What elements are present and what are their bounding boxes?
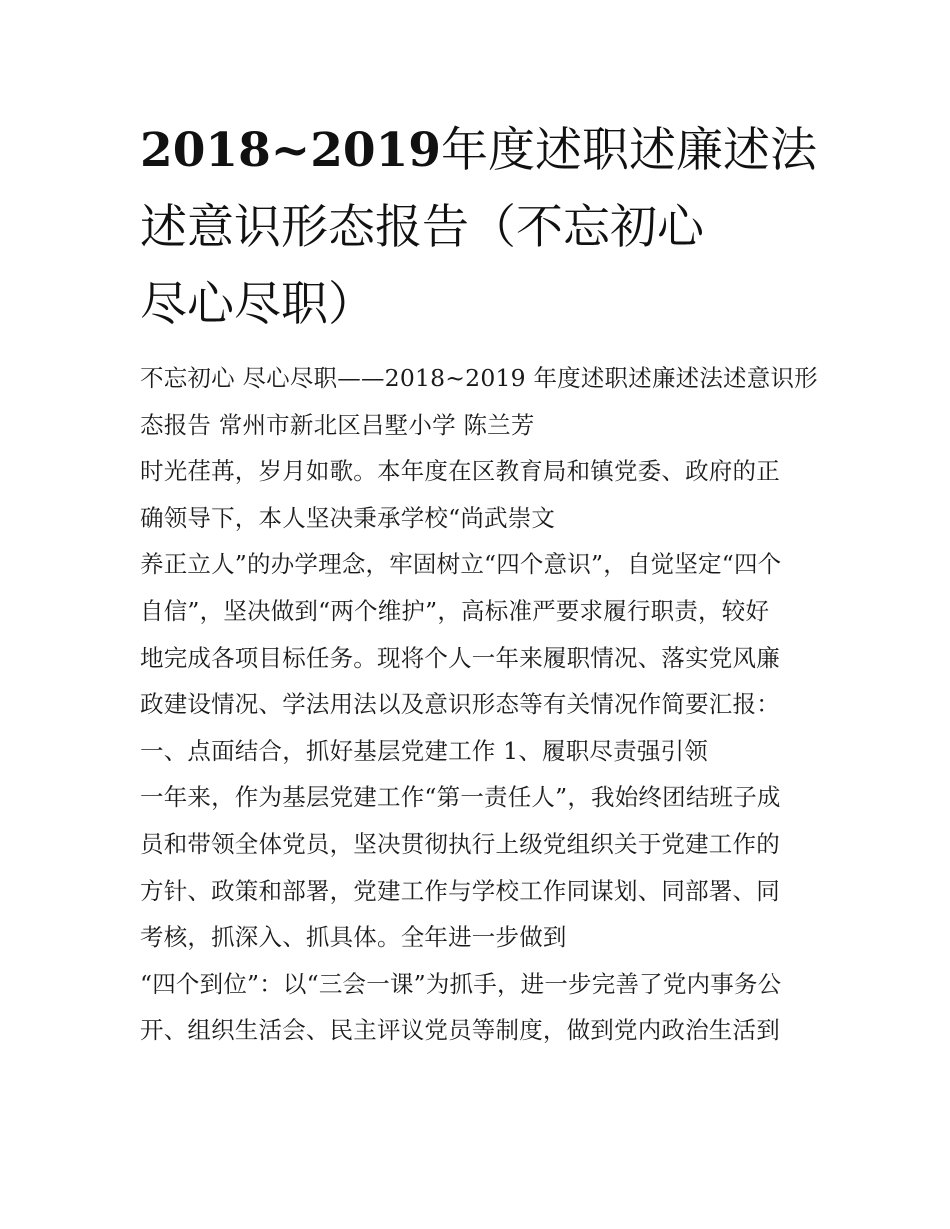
body-line: 确领导下，本人坚决秉承学校“尚武崇文 xyxy=(140,503,556,532)
title-line-3: 尽心尽职） xyxy=(140,277,375,332)
body-line: 开、组织生活会、民主评议党员等制度，做到党内政治生活到 xyxy=(140,1016,780,1045)
body-line: 时光荏苒，岁月如歌。本年度在区教育局和镇党委、政府的正 xyxy=(140,457,780,486)
body-line: “四个到位”：以“三会一课”为抓手，进一步完善了党内事务公 xyxy=(140,969,782,998)
document-title xyxy=(140,112,840,343)
body-line: 地完成各项目标任务。现将个人一年来履职情况、落实党风廉 xyxy=(140,643,780,672)
body-line: 养正立人”的办学理念，牢固树立“四个意识”，自觉坚定“四个 xyxy=(140,550,782,579)
title-line-1-text: 年度述职述廉述法 xyxy=(441,123,818,178)
body-line: 一年来，作为基层党建工作“第一责任人”，我始终团结班子成 xyxy=(140,783,781,812)
document-body xyxy=(140,355,830,1054)
title-year-range: 2018~2019 xyxy=(140,123,442,178)
body-line: 一、点面结合，抓好基层党建工作 1、履职尽责强引领 xyxy=(140,736,708,765)
title-line-1 xyxy=(140,112,840,189)
body-line: 方针、政策和部署，党建工作与学校工作同谋划、同部署、同 xyxy=(140,876,780,905)
body-line: 员和带领全体党员，坚决贯彻执行上级党组织关于党建工作的 xyxy=(140,829,780,858)
body-line: 自信”，坚决做到“两个维护”，高标准严要求履行职责，较好 xyxy=(140,596,770,625)
body-line: 考核，抓深入、抓具体。全年进一步做到 xyxy=(140,923,567,952)
body-line: 政建设情况、学法用法以及意识形态等有关情况作简要汇报： xyxy=(140,690,780,719)
body-line: 态报告 常州市新北区吕墅小学 陈兰芳 xyxy=(140,410,535,439)
title-line-2: 述意识形态报告（不忘初心 xyxy=(140,200,704,255)
body-line: 不忘初心 尽心尽职——2018~2019 年度述职述廉述法述意识形 xyxy=(140,364,818,392)
